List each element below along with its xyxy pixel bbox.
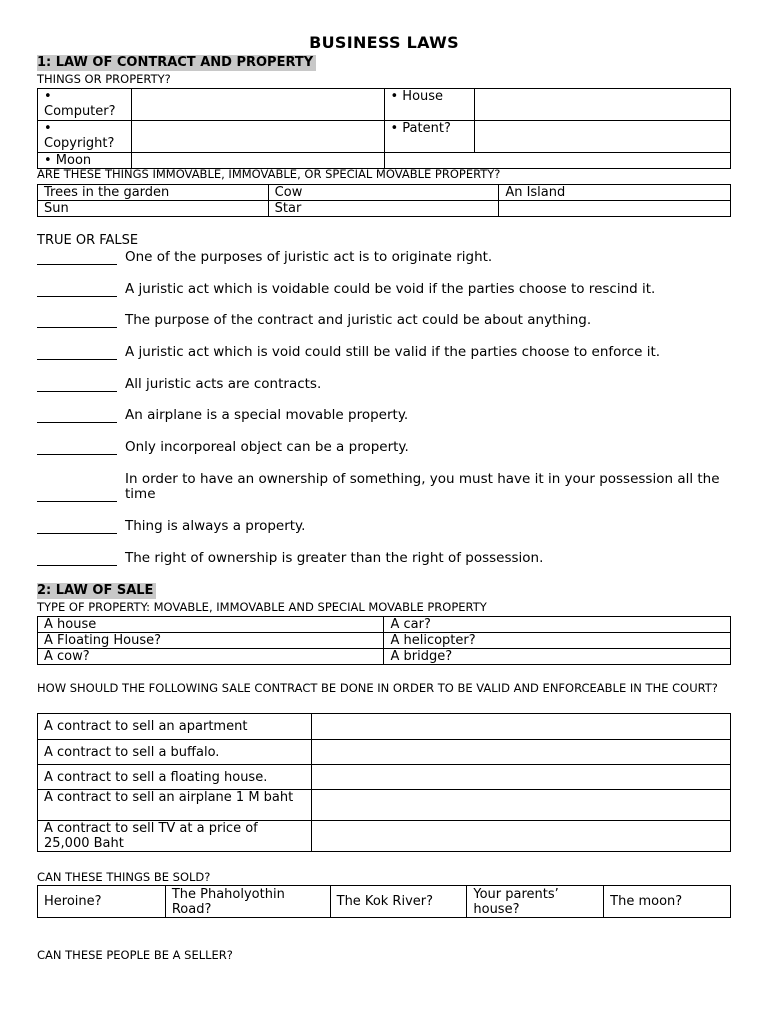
answer-blank[interactable] <box>37 282 117 297</box>
answer-cell[interactable] <box>475 89 731 121</box>
answer-cell[interactable] <box>499 201 731 217</box>
seller-caption: CAN THESE PEOPLE BE A SELLER? <box>37 948 233 962</box>
section-2-heading: 2: LAW OF SALE <box>37 583 156 599</box>
tf-item <box>37 472 731 502</box>
answer-blank[interactable] <box>37 377 117 392</box>
table-cell: A contract to sell TV at a price of 25,000 Baht <box>38 821 312 852</box>
table-cell: Heroine? <box>38 886 166 918</box>
table-cell: A helicopter? <box>384 633 731 649</box>
tf-statement: A juristic act which is void could still be valid if the parties choose to enforce it. <box>125 344 661 360</box>
table-row <box>38 886 731 918</box>
tf-statement: In order to have an ownership of something, you must have it in your possession all the time <box>125 471 720 502</box>
things-table <box>37 88 731 169</box>
tf-statement: Only incorporeal object can be a property. <box>125 439 409 455</box>
table-row <box>38 790 731 821</box>
tf-statement: The purpose of the contract and juristic act could be about anything. <box>125 312 592 328</box>
table-cell: An Island <box>499 185 731 201</box>
table-cell: Cow <box>268 185 499 201</box>
table-cell: The Kok River? <box>330 886 467 918</box>
table-cell: • Copyright? <box>38 121 132 153</box>
table-cell: Your parents’ house? <box>467 886 604 918</box>
answer-blank[interactable] <box>37 313 117 328</box>
tf-item <box>37 377 731 392</box>
table-cell: Trees in the garden <box>38 185 269 201</box>
sold-caption: CAN THESE THINGS BE SOLD? <box>37 870 211 884</box>
table-row <box>38 617 731 633</box>
table-row <box>38 714 731 740</box>
table-cell: A contract to sell a buffalo. <box>38 740 312 765</box>
answer-blank[interactable] <box>37 519 117 534</box>
tf-item <box>37 250 731 265</box>
tf-statement: A juristic act which is voidable could be void if the parties choose to rescind it. <box>125 281 656 297</box>
answer-cell[interactable] <box>311 765 730 790</box>
table-row <box>38 821 731 852</box>
table-row <box>38 649 731 665</box>
tf-item <box>37 313 731 328</box>
tf-statement: Thing is always a property. <box>125 518 306 534</box>
tf-item <box>37 282 731 297</box>
contract-caption: HOW SHOULD THE FOLLOWING SALE CONTRACT BE DONE IN ORDER TO BE VALID AND ENFORCEABLE IN THE COURT? <box>37 681 718 695</box>
table-cell: • Moon <box>38 153 132 169</box>
table-cell: A contract to sell an apartment <box>38 714 312 740</box>
tf-item <box>37 519 731 534</box>
sold-table <box>37 885 731 918</box>
table-cell: • Computer? <box>38 89 132 121</box>
answer-cell[interactable] <box>475 121 731 153</box>
answer-blank[interactable] <box>37 440 117 455</box>
table-row <box>38 633 731 649</box>
table-row <box>38 765 731 790</box>
answer-blank[interactable] <box>37 408 117 423</box>
table-row <box>38 121 731 153</box>
answer-cell[interactable] <box>131 89 384 121</box>
table-cell: A bridge? <box>384 649 731 665</box>
answer-blank[interactable] <box>37 250 117 265</box>
answer-cell[interactable] <box>131 121 384 153</box>
table-row <box>38 740 731 765</box>
table-cell: A Floating House? <box>38 633 384 649</box>
table-cell: Sun <box>38 201 269 217</box>
table-cell: A car? <box>384 617 731 633</box>
type-table <box>37 616 731 665</box>
immovable-caption: ARE THESE THINGS IMMOVABLE, IMMOVABLE, OR SPECIAL MOVABLE PROPERTY? <box>37 167 501 181</box>
table-cell: • Patent? <box>384 121 475 153</box>
table-cell: A contract to sell an airplane 1 M baht <box>38 790 312 821</box>
tf-item <box>37 345 731 360</box>
answer-blank[interactable] <box>37 345 117 360</box>
things-caption: THINGS OR PROPERTY? <box>37 72 171 86</box>
table-cell: The Phaholyothin Road? <box>165 886 330 918</box>
tf-statement: An airplane is a special movable property. <box>125 407 409 423</box>
table-cell: The moon? <box>604 886 731 918</box>
answer-blank[interactable] <box>37 487 117 502</box>
table-row <box>38 89 731 121</box>
table-cell: Star <box>268 201 499 217</box>
answer-blank[interactable] <box>37 551 117 566</box>
section-1-heading: 1: LAW OF CONTRACT AND PROPERTY <box>37 55 316 71</box>
tf-item <box>37 440 731 455</box>
table-row <box>38 185 731 201</box>
immovable-table <box>37 184 731 217</box>
table-cell: A house <box>38 617 384 633</box>
tf-item <box>37 551 731 566</box>
table-cell: A cow? <box>38 649 384 665</box>
document-title: BUSINESS LAWS <box>309 33 459 52</box>
table-row <box>38 201 731 217</box>
tf-statement: One of the purposes of juristic act is to originate right. <box>125 249 493 265</box>
table-cell: • House <box>384 89 475 121</box>
type-caption: TYPE OF PROPERTY: MOVABLE, IMMOVABLE AND SPECIAL MOVABLE PROPERTY <box>37 600 487 614</box>
table-cell: A contract to sell a floating house. <box>38 765 312 790</box>
answer-cell[interactable] <box>311 790 730 821</box>
tf-statement: The right of ownership is greater than the right of possession. <box>125 550 544 566</box>
tf-statement: All juristic acts are contracts. <box>125 376 322 392</box>
answer-cell[interactable] <box>311 740 730 765</box>
tf-item <box>37 408 731 423</box>
true-false-caption: TRUE OR FALSE <box>37 233 139 248</box>
answer-cell[interactable] <box>311 714 730 740</box>
answer-cell[interactable] <box>311 821 730 852</box>
contract-table <box>37 713 731 852</box>
